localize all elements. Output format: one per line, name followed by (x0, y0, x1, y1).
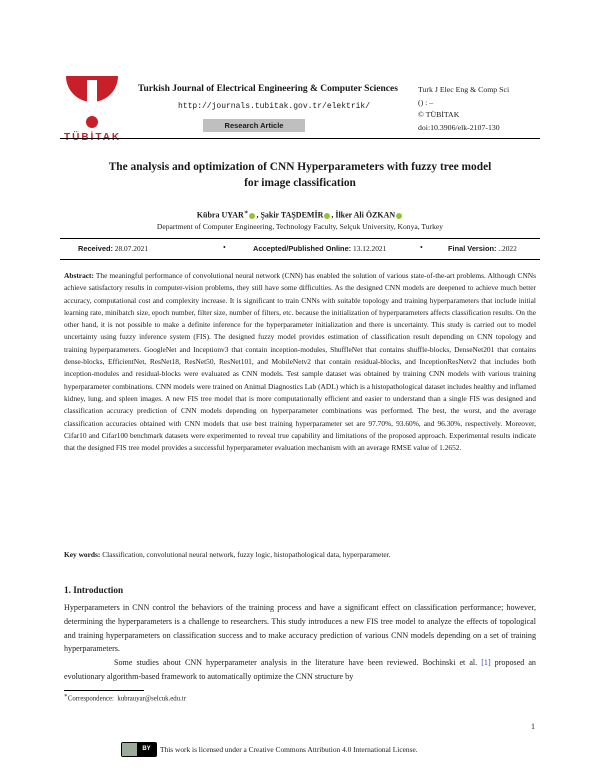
intro-paragraph-2 (64, 656, 536, 684)
footnote-mark: ∗ (64, 693, 68, 699)
abstract-label: Abstract: (64, 271, 94, 280)
keywords (64, 549, 536, 560)
accepted-date (253, 244, 386, 253)
creative-commons-badge[interactable] (121, 742, 157, 757)
final-label: Final Version: (448, 244, 497, 253)
tubitak-logo (62, 72, 122, 134)
paper-title (60, 159, 540, 191)
accepted-label: Accepted/Published Online: (253, 244, 352, 253)
journal-url[interactable]: http://journals.tubitak.gov.tr/elektrik/ (178, 102, 371, 111)
article-type-badge: Research Article (203, 119, 305, 132)
keywords-text: Classification, convolutional neural network, fuzzy logic, histopathological data, hyperparameter. (102, 550, 391, 559)
cc-icon (122, 743, 137, 756)
orcid-icon[interactable] (396, 213, 402, 219)
title-line-1: The analysis and optimization of CNN Hyperparameters with fuzzy tree model (108, 161, 492, 173)
author-list (60, 208, 540, 220)
final-value: ..2022 (498, 244, 517, 253)
corresponding-mark: ∗ (243, 209, 249, 216)
intro-p2-start: Some studies about CNN hyperparameter analysis in the literature have been reviewed. Bochinski et al. (114, 658, 478, 668)
author-2: , Şakir TAŞDEMİR (256, 210, 324, 220)
abstract-text: The meaningful performance of convolutional neural network (CNN) has enabled the solution of various state-of-the-art problems. Although CNNs achieve satisfactory results in computer-vision problems, they still have some difficulties. As the designed CNN models are deepened to achieve much better accuracy, computational cost and complexity increase. It is significant to train CNNs with suitable topology and training hyperparameters that include initial learning rate, minibatch size, epoch number, filter size, number of filters, etc. because the initialization of hyperparameters affects classification results. On the other hand, it is not possible to make a definite inference for the hyperparameter initialization and there is uncertainty. This study is carried out to model uncertainty using fuzzy inference system (FIS). The designed fuzzy model provides estimation of classification result depending on CNN topology and training hyperparameters. GoogleNet and Inceptionv3 that contain inception-modules, ShuffleNet that contains shuffle-blocks, DenseNet201 that contains dense-blocks, EfficientNet, ResNet18, ResNet50, ResNet101, and MobileNetv2 that contain residual-blocks, and InceptionResNetv2 that includes both inception-modules and residual-blocks were evaluated as CNN models. Test sample dataset was obtained by training CNN models with various training hyperparameter combinations. CNN models were trained on Animal Diagnostics Lab (ADL) which is a histopathological dataset includes healthy and inflamed kidney, lung, and spleen images. A new FIS tree model that is more computationally efficient and easier to understand than a single FIS was designed and classification accuracy prediction of CNN models depending on hyperparameter combinations was performed. The best, the worst, and the average classification accuracies obtained with CNN models that use best training hyperparameter set are 97.70%, 93.60%, and 96.30%, respectively. Moreover, Cifar10 and Cifar100 benchmark datasets were experimented to reveal true capability and limitations of the proposed approach. Experimental results indicate that the designed FIS tree model provides a successful hyperparameter evaluation mechanism with an average RMSE value of 1.2652. (64, 271, 536, 453)
author-1: Kübra UYAR (196, 210, 244, 220)
intro-p2-end: proposed an evolutionary algorithm-based framework to automatically optimize the CNN structure by (64, 658, 536, 681)
accepted-value: 13.12.2021 (353, 244, 387, 253)
correspondence-label: Correspondence: (67, 695, 114, 703)
dates-top-rule (60, 238, 540, 239)
introduction-body (64, 601, 536, 684)
cc-by-label: BY (137, 743, 156, 756)
dates-bottom-rule (60, 259, 540, 260)
citation-volume: () : – (418, 97, 434, 107)
orcid-icon[interactable] (324, 213, 330, 219)
author-3: , İlker Ali ÖZKAN (331, 210, 396, 220)
citation-block (418, 84, 509, 134)
footnote-rule (64, 690, 144, 691)
received-value: 28.07.2021 (114, 244, 149, 253)
license-text: This work is licensed under a Creative Commons Attribution 4.0 International License. (160, 745, 418, 754)
affiliation: Department of Computer Engineering, Technology Faculty, Selçuk University, Konya, Turkey (156, 222, 444, 231)
orcid-icon[interactable] (249, 213, 255, 219)
received-date (78, 244, 148, 253)
journal-name: Turkish Journal of Electrical Engineering & Computer Sciences (138, 84, 398, 94)
citation-link[interactable]: [1] (481, 658, 491, 668)
section-heading: 1. Introduction (64, 585, 124, 595)
title-line-2: for image classification (244, 177, 356, 189)
correspondence-email[interactable]: kubrauyar@selcuk.edu.tr (117, 695, 186, 703)
intro-paragraph-1: Hyperparameters in CNN control the behaviors of the training process and have a significant effect on classification performance; however, determining the hyperparameters is a challenge to researchers. This study introduces a new FIS tree model to analyze the effects of topological and training hyperparameters on classification success and to make accuracy prediction of various CNN models depending on a set of training hyperparameters. (64, 603, 536, 654)
correspondence-footnote (64, 693, 186, 702)
citation-journal: Turk J Elec Eng & Comp Sci (418, 85, 510, 94)
header-divider (60, 138, 540, 139)
received-label: Received: (78, 244, 113, 253)
keywords-label: Key words: (64, 550, 101, 559)
date-separator: • (223, 243, 226, 252)
abstract (64, 270, 536, 454)
final-version-date (448, 244, 517, 253)
page-number: 1 (531, 722, 535, 731)
citation-copyright: © TÜBİTAK (418, 110, 460, 119)
citation-doi[interactable]: doi:10.3906/elk-2107-130 (418, 122, 500, 132)
date-separator: • (420, 243, 423, 252)
